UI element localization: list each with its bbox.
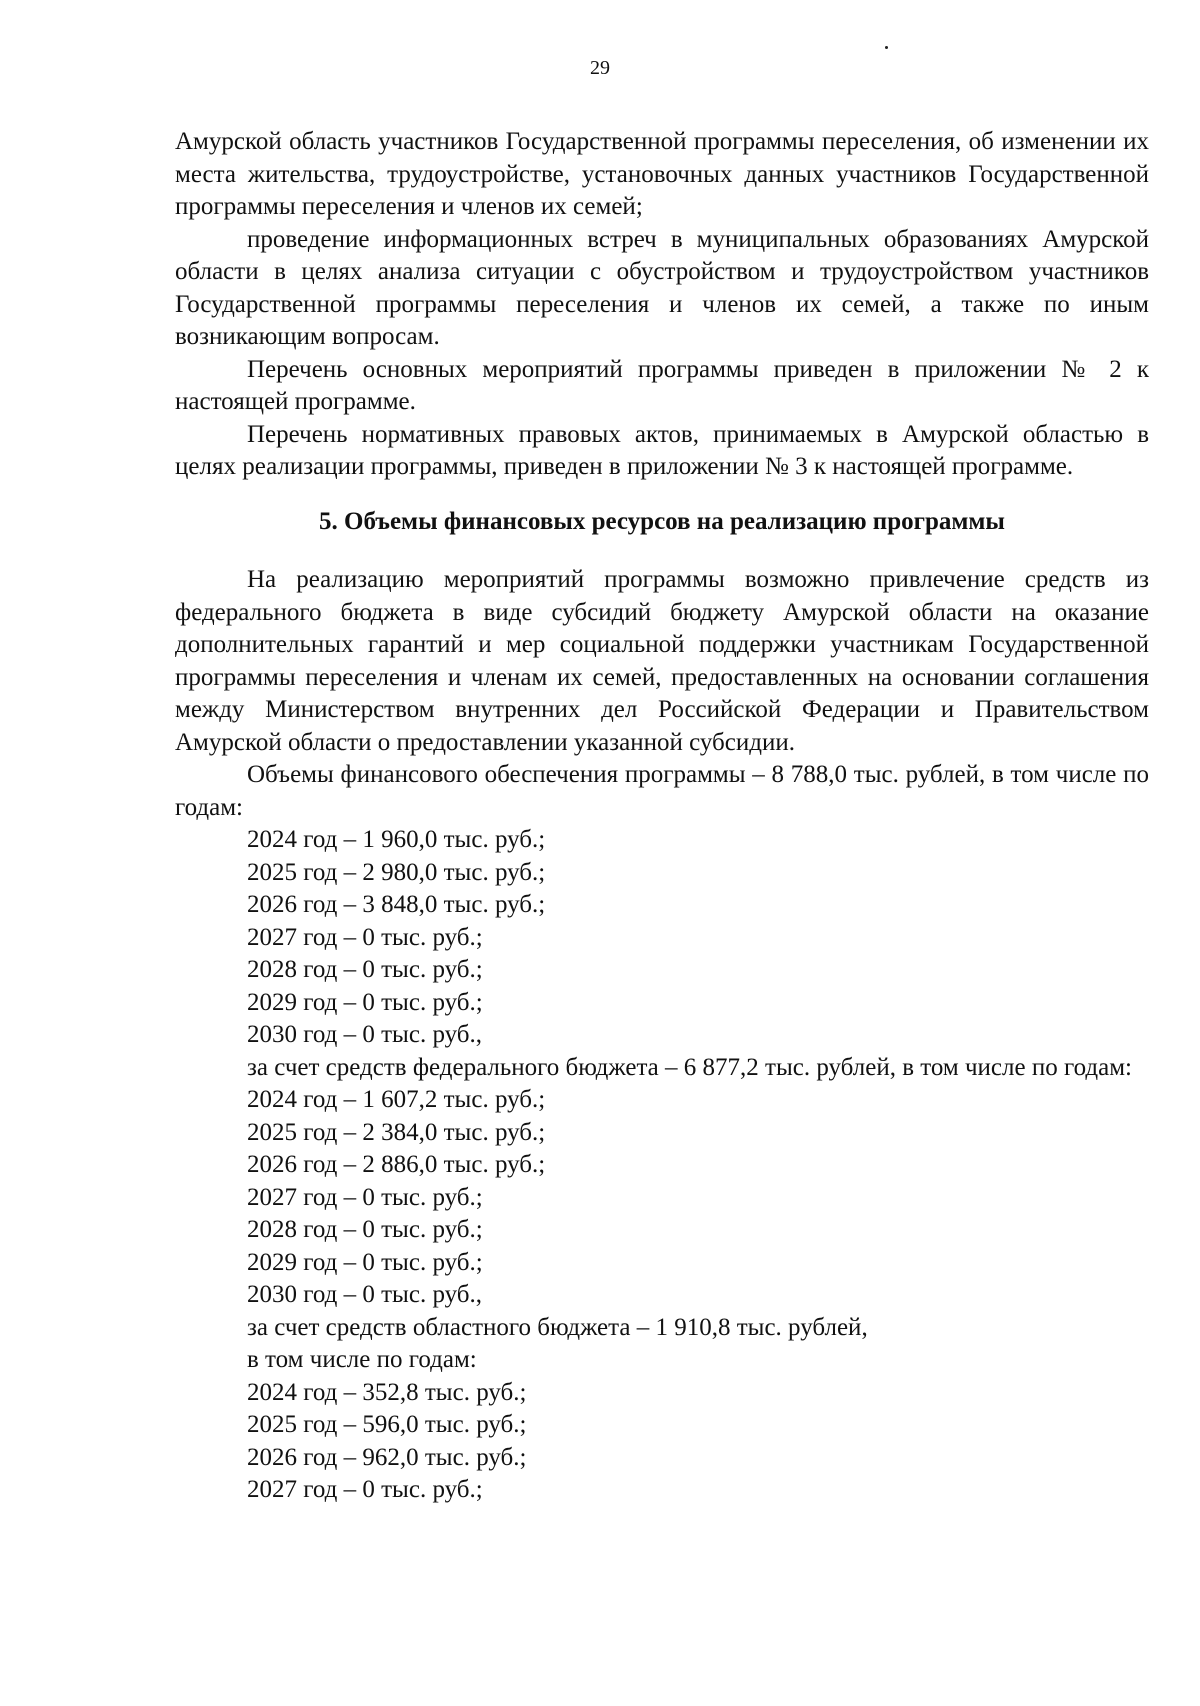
page-number: 29 bbox=[590, 57, 610, 79]
paragraph-total-funding: Объемы финансового обеспечения программы – 8 788,0 тыс. рублей, в том числе по годам: bbox=[175, 761, 1149, 821]
list-item: 2027 год – 0 тыс. руб.; bbox=[247, 923, 483, 951]
list-item: 2027 год – 0 тыс. руб.; bbox=[247, 1183, 483, 1211]
list-item: 2027 год – 0 тыс. руб.; bbox=[247, 1476, 483, 1503]
paragraph-info-meetings: проведение информационных встреч в муниципальных образованиях Амурской области в целях анализа ситуации с обустройством и трудоустройством участников Государственной программы переселения и членов их семей, а также по иным возникающим вопросам. bbox=[175, 225, 1149, 350]
list-item: 2029 год – 0 тыс. руб.; bbox=[247, 1248, 483, 1276]
list-item: 2024 год – 1 960,0 тыс. руб.; bbox=[247, 826, 546, 853]
section-heading: 5. Объемы финансовых ресурсов на реализацию программы bbox=[319, 507, 1005, 535]
list-item: 2025 год – 2 384,0 тыс. руб.; bbox=[247, 1118, 546, 1146]
federal-by-year-list bbox=[175, 1084, 1149, 1312]
document-body bbox=[175, 126, 1149, 1507]
scan-speck bbox=[885, 46, 888, 49]
total-by-year-list bbox=[175, 824, 1149, 1052]
paragraph-federal-subsidy: На реализацию мероприятий программы возможно привлечение средств из федерального бюджета в виде субсидий бюджету Амурской области на оказание дополнительных гарантий и мер социальной поддержки участникам Государственной программы переселения и членам их семей, предоставленных на основании соглашения между Министерством внутренних дел Российской Федерации и Правительством Амурской области о предоставлении указанной субсидии. bbox=[175, 566, 1149, 756]
regional-by-year-list bbox=[175, 1377, 1149, 1507]
paragraph-continuation: Амурской область участников Государственной программы переселения, об изменении их места жительства, трудоустройстве, установочных данных участников Государственной программы переселения и членов их семей; bbox=[175, 128, 1149, 220]
list-item: 2024 год – 1 607,2 тыс. руб.; bbox=[247, 1086, 546, 1113]
list-item: 2025 год – 2 980,0 тыс. руб.; bbox=[247, 858, 546, 886]
list-item: 2030 год – 0 тыс. руб., bbox=[247, 1281, 483, 1308]
paragraph-appendix-3: Перечень нормативных правовых актов, принимаемых в Амурской областью в целях реализации программы, приведен в приложении № 3 к настоящей программе. bbox=[175, 420, 1149, 480]
paragraph-regional-budget-cont: в том числе по годам: bbox=[247, 1346, 477, 1373]
list-item: 2026 год – 962,0 тыс. руб.; bbox=[247, 1443, 527, 1471]
list-item: 2029 год – 0 тыс. руб.; bbox=[247, 988, 483, 1016]
paragraph-federal-budget: за счет средств федерального бюджета – 6 877,2 тыс. рублей, в том числе по годам: bbox=[247, 1053, 1132, 1081]
paragraph-appendix-2: Перечень основных мероприятий программы приведен в приложении № 2 к настоящей программе. bbox=[175, 355, 1149, 415]
list-item: 2024 год – 352,8 тыс. руб.; bbox=[247, 1378, 527, 1406]
paragraph-regional-budget: за счет средств областного бюджета – 1 910,8 тыс. рублей, bbox=[247, 1313, 868, 1341]
list-item: 2028 год – 0 тыс. руб.; bbox=[247, 956, 483, 983]
list-item: 2030 год – 0 тыс. руб., bbox=[247, 1021, 483, 1048]
list-item: 2026 год – 3 848,0 тыс. руб.; bbox=[247, 891, 546, 918]
list-item: 2025 год – 596,0 тыс. руб.; bbox=[247, 1411, 527, 1438]
list-item: 2028 год – 0 тыс. руб.; bbox=[247, 1216, 483, 1243]
list-item: 2026 год – 2 886,0 тыс. руб.; bbox=[247, 1151, 546, 1178]
